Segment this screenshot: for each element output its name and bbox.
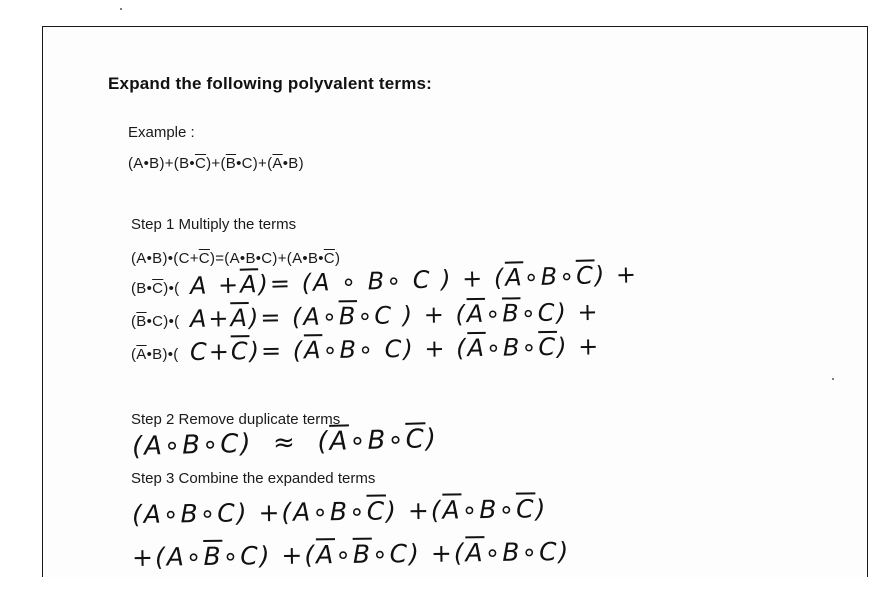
example-formula: $(A•B)+(B•\overline{C})+(\overline{B}•C)+(\overline{A}•B)$	[128, 155, 304, 172]
step2-handwritten: (A∘B∘C) ≈ $(\overline{A}\circ B\circ\overline{C})$	[131, 423, 439, 462]
step3-label: Step 3 Combine the expanded terms	[131, 470, 376, 487]
step3-handwritten-line1: (A∘B∘C) $+(A\circ B\circ\overline{C})$ $+(\overline{A}\circ B\circ\overline{C})$	[131, 494, 548, 529]
step1-line2-handwritten: $A +\overline{A})= (A$ ∘ B∘ C ) + $(\overline{A}\circ B\circ\overline{C})$ +	[189, 260, 639, 300]
step3-handwritten-line2: $+(A\circ\overline{B}\circ C)$ $+(\overline{A}\circ\overline{B}\circ C)$ $+(\overline{A}\circ B\circ C)$	[131, 536, 571, 572]
step1-line3-printed: $(\overline{B}•C)•$(	[131, 313, 180, 330]
scan-speck	[120, 8, 122, 10]
step1-line1: $(A•B)•(C+\overline{C})=(A•B•C)+(A•B•\overline{C})$	[131, 250, 341, 267]
step1-line4-handwritten: $C+\overline{C})=$ ($\overline{A}\circ B\circ$ $C) + (\overline{A}\circ B\circ\overline{C})$ +	[189, 332, 601, 366]
step1-line2-printed: $(B•\overline{C})•$(	[131, 280, 180, 297]
example-label: Example :	[128, 124, 195, 141]
step1-line4-printed: $(\overline{A}•B)•$(	[131, 346, 179, 363]
worksheet-heading: Expand the following polyvalent terms:	[108, 74, 433, 93]
scan-speck	[832, 378, 834, 380]
step1-line3-handwritten: $A+\overline{A})=$ ($A\circ\overline{B}\circ C$ ) + $(\overline{A}\circ\overline{B}\circ C)$ +	[189, 297, 600, 333]
step2-label: Step 2 Remove duplicate terms	[131, 411, 341, 428]
step1-label: Step 1 Multiply the terms	[131, 216, 297, 233]
